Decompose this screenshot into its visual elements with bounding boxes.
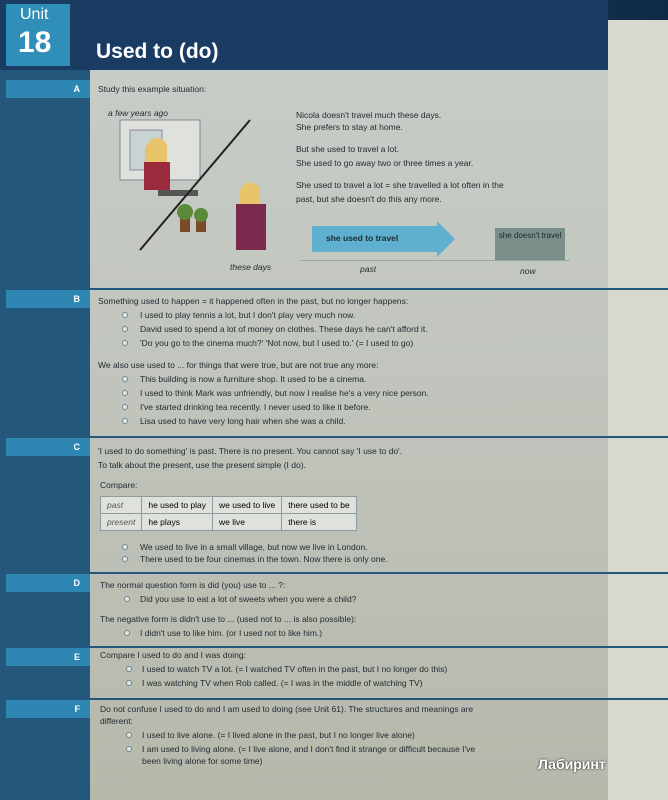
bullet-icon [122, 326, 128, 332]
a-line-3: But she used to travel a lot. [296, 144, 400, 154]
section-b-intro: Something used to happen = it happened often in the past, but no longer happens: [98, 296, 409, 306]
timeline-axis [300, 260, 570, 261]
bullet-icon [122, 376, 128, 382]
a-line-2: She prefers to stay at home. [296, 122, 403, 132]
bullet-icon [126, 746, 132, 752]
d-line-1: The normal question form is did (you) use to ... ?: [100, 580, 286, 590]
bullet-icon [122, 544, 128, 550]
plant-icon [177, 204, 193, 220]
illus-bottom-label: these days [230, 262, 272, 272]
unit-badge [6, 4, 70, 66]
section-tab-a: A [6, 80, 90, 98]
b-example-3: 'Do you go to the cinema much?' 'Not now, but I used to.' (= I used to go) [140, 338, 414, 348]
table-cell: there is [282, 514, 356, 531]
woman-past-body [144, 162, 170, 190]
b-example-4: This building is now a furniture shop. It used to be a cinema. [140, 374, 367, 384]
b-example-1: I used to play tennis a lot, but I don't play very much now. [140, 310, 356, 320]
section-c-divider [90, 436, 668, 438]
bullet-icon [122, 390, 128, 396]
woman-now-hair [240, 182, 260, 206]
table-cell: present [101, 514, 142, 531]
table-row [101, 497, 357, 514]
section-f-divider [90, 698, 668, 700]
a-line-1: Nicola doesn't travel much these days. [296, 110, 442, 120]
section-b-intro-2: We also use used to ... for things that were true, but are not true any more: [98, 360, 379, 370]
table-cell: he used to play [142, 497, 213, 514]
d-example-2: I didn't use to like him. (or I used not to like him.) [140, 628, 323, 638]
watermark-logo: Лабиринт [538, 756, 606, 772]
arrow-head [437, 221, 455, 257]
b-example-6: I've started drinking tea recently. I never used to like it before. [140, 402, 371, 412]
timeline-now-label: now [520, 266, 536, 276]
f-line-1b: different: [100, 716, 133, 726]
b-example-5: I used to think Mark was unfriendly, but now I realise he's a very nice person. [140, 388, 429, 398]
page-title: Used to (do) [96, 40, 219, 63]
section-tab-b: B [6, 290, 90, 308]
facing-page [605, 20, 668, 800]
table-cell: he plays [142, 514, 213, 531]
bullet-icon [124, 630, 130, 636]
e-line-1: Compare I used to do and I was doing: [100, 650, 247, 660]
section-d-divider [90, 572, 668, 574]
table-cell: past [101, 497, 142, 514]
f-line-1: Do not confuse I used to do and I am used to doing (see Unit 61). The structures and meanings are [100, 704, 474, 714]
c-line-2: To talk about the present, use the present simple (I do). [98, 460, 306, 470]
section-tab-c: C [6, 438, 90, 456]
bullet-icon [124, 596, 130, 602]
section-sidebar [0, 70, 90, 800]
b-example-7: Lisa used to have very long hair when she was a child. [140, 416, 346, 426]
a-line-4: She used to go away two or three times a year. [296, 158, 474, 168]
b-example-2: David used to spend a lot of money on clothes. These days he can't afford it. [140, 324, 428, 334]
table-cell: we used to live [213, 497, 282, 514]
bullet-icon [122, 312, 128, 318]
bullet-icon [122, 404, 128, 410]
e-example-1: I used to watch TV a lot. (= I watched TV often in the past, but I no longer do this) [142, 664, 448, 674]
d-example-1: Did you use to eat a lot of sweets when you were a child? [140, 594, 357, 604]
timeline-now-box: she doesn't travel [495, 228, 565, 260]
a-line-6: past, but she doesn't do this any more. [296, 194, 442, 204]
f-example-2: I am used to living alone. (= I live alone, and I don't find it strange or difficult because I've [142, 744, 476, 754]
table-row [101, 514, 357, 531]
c-example-1: We used to live in a small village, but now we live in London. [140, 542, 368, 552]
section-tab-e: E [6, 648, 90, 666]
table-cell: there used to be [282, 497, 356, 514]
bullet-icon [126, 680, 132, 686]
section-tab-f: F [6, 700, 90, 718]
bullet-icon [122, 418, 128, 424]
bullet-icon [126, 666, 132, 672]
a-line-5: She used to travel a lot = she travelled a lot often in the [296, 180, 504, 190]
unit-number: 18 [18, 26, 52, 59]
section-a-intro: Study this example situation: [98, 84, 207, 94]
f-example-1: I used to live alone. (= I lived alone in the past, but I no longer live alone) [142, 730, 415, 740]
bullet-icon [122, 556, 128, 562]
timeline-past-arrow [312, 226, 437, 252]
d-line-2: The negative form is didn't use to ... (used not to ... is also possible): [100, 614, 357, 624]
unit-label: Unit [20, 6, 49, 23]
c-compare: Compare: [100, 480, 138, 490]
illus-top-label: a few years ago [108, 108, 169, 118]
c-line-1: 'I used to do something' is past. There is no present. You cannot say 'I use to do'. [98, 446, 403, 456]
timeline-past-label: past [360, 264, 377, 274]
bullet-icon [126, 732, 132, 738]
e-example-2: I was watching TV when Rob called. (= I was in the middle of watching TV) [142, 678, 423, 688]
c-example-2: There used to be four cinemas in the town. Now there is only one. [140, 554, 388, 564]
section-b-divider [90, 288, 668, 290]
unit-header [0, 0, 608, 78]
f-example-2b: been living alone for some time) [142, 756, 263, 766]
compare-table [100, 496, 357, 531]
section-e-divider [90, 646, 668, 648]
bullet-icon [122, 340, 128, 346]
table-cell: we live [213, 514, 282, 531]
timeline-arrow-label: she used to travel [326, 233, 399, 243]
illustration [100, 100, 284, 260]
woman-now-body [236, 204, 266, 250]
section-tab-d: D [6, 574, 90, 592]
